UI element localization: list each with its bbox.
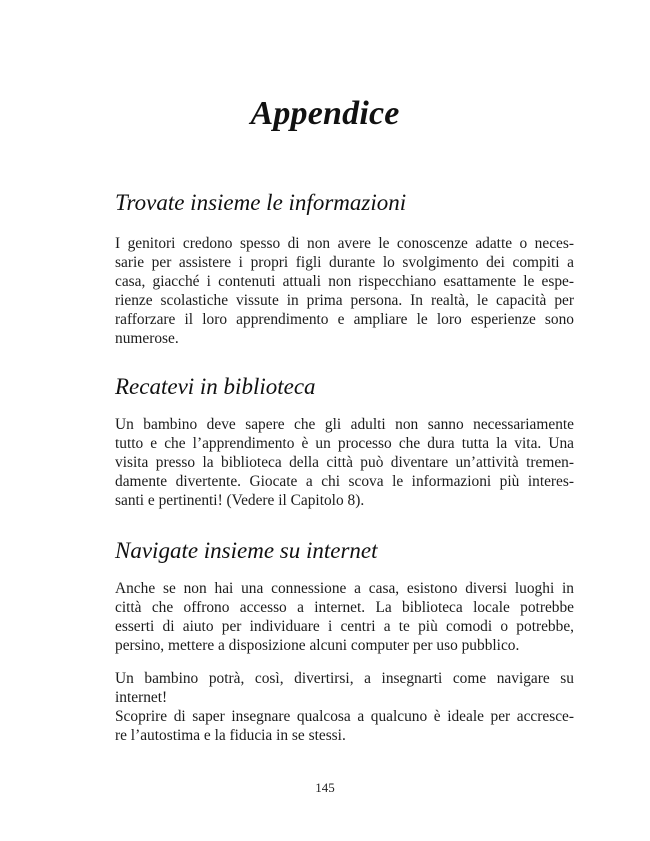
text-line: Un bambino deve sapere che gli adulti non sanno necessariamente	[115, 416, 574, 433]
text-line: esserti di aiuto per individuare i centri a te più comodi o potrebbe,	[115, 618, 574, 635]
text-line: città che offrono accesso a internet. La biblioteca locale potrebbe	[115, 599, 574, 616]
text-line: Anche se non hai una connessione a casa, esistono diversi luoghi in	[115, 580, 574, 597]
text-line: re l’autostima e la fiducia in se stessi.	[115, 727, 346, 744]
text-line: rienze scolastiche vissute in prima persona. In realtà, le capacità per	[115, 292, 574, 309]
page-number: 145	[315, 780, 335, 795]
text-line: rafforzare il loro apprendimento e ampliare le loro esperienze sono	[115, 311, 574, 328]
text-line: santi e pertinenti! (Vedere il Capitolo 8).	[115, 492, 365, 509]
paragraph-biblioteca	[115, 415, 574, 510]
text-line: Scoprire di saper insegnare qualcosa a qualcuno è ideale per accresce-	[115, 708, 574, 725]
text-line: visita presso la biblioteca della città può diventare un’attività tremen-	[115, 454, 574, 471]
section-heading-trovate: Trovate insieme le informazioni	[115, 190, 407, 215]
page-title: Appendice	[250, 94, 400, 132]
text-line: numerose.	[115, 330, 179, 347]
text-line: Un bambino potrà, così, divertirsi, a insegnarti come navigare su	[115, 670, 574, 687]
section-heading-internet: Navigate insieme su internet	[115, 538, 378, 563]
paragraph-trovate	[115, 234, 574, 348]
text-line: I genitori credono spesso di non avere le conoscenze adatte o neces-	[115, 235, 574, 252]
text-line: sarie per assistere i propri figli durante lo svolgimento dei compiti a	[115, 254, 574, 271]
text-line: casa, giacché i contenuti attuali non rispecchiano esattamente le espe-	[115, 273, 574, 290]
text-line: damente divertente. Giocate a chi scova le informazioni più interes-	[115, 473, 574, 490]
text-line: tutto e che l’apprendimento è un processo che dura tutta la vita. Una	[115, 435, 574, 452]
text-line: persino, mettere a disposizione alcuni computer per uso pubblico.	[115, 637, 520, 654]
section-heading-biblioteca: Recatevi in biblioteca	[115, 374, 316, 399]
paragraph-internet-2	[115, 669, 574, 745]
paragraph-internet-1	[115, 579, 574, 655]
text-line: internet!	[115, 689, 168, 706]
